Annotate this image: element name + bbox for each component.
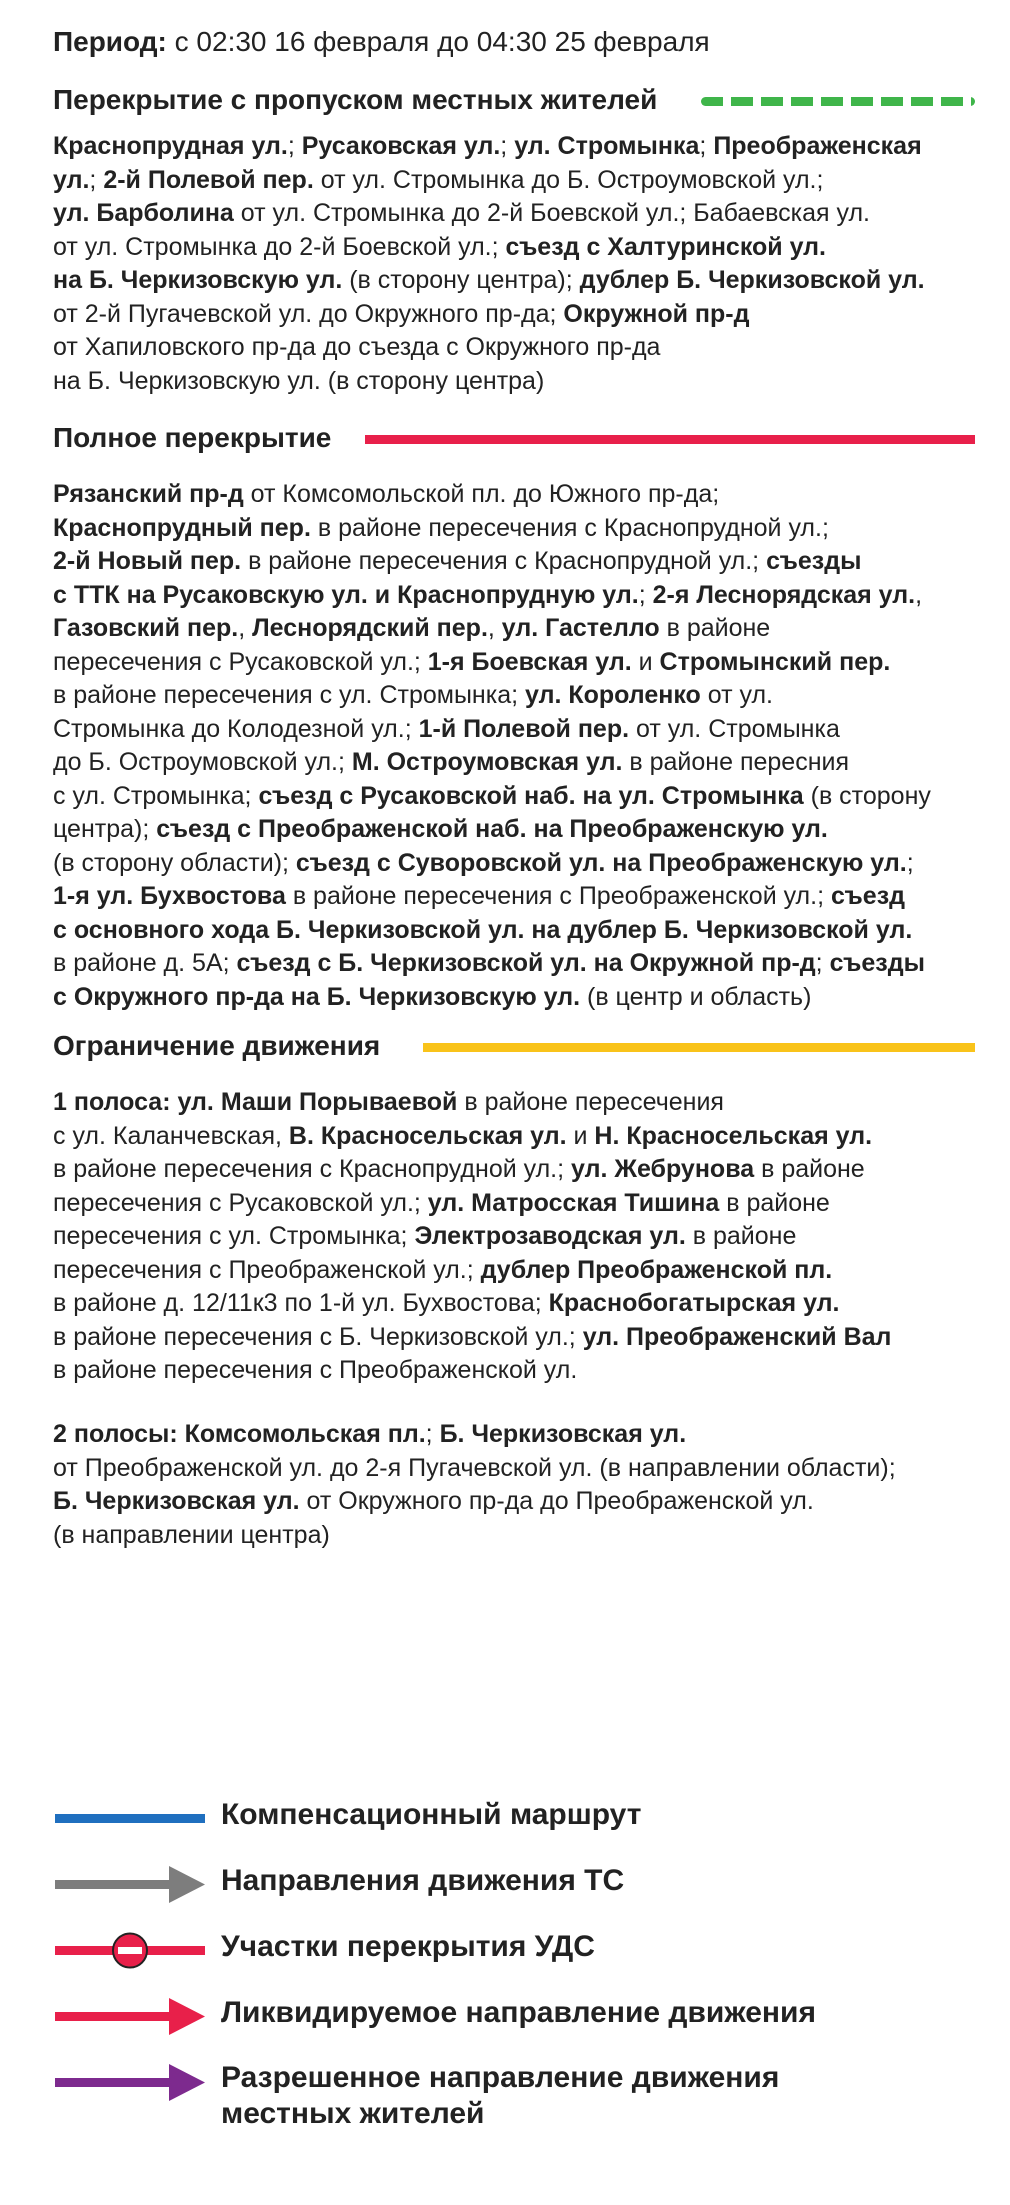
text-segment: (в сторону области); bbox=[53, 848, 296, 877]
section-restriction-title: Ограничение движения bbox=[53, 1030, 381, 1061]
bold-street-name: съезды bbox=[829, 949, 925, 977]
text-line bbox=[53, 1485, 983, 1519]
text-segment: , bbox=[487, 614, 502, 642]
bold-street-name: Краснобогатырская ул. bbox=[548, 1289, 840, 1317]
bold-street-name: съезд bbox=[830, 882, 905, 910]
text-line bbox=[53, 1354, 983, 1388]
bold-street-name: Русаковская ул. bbox=[301, 132, 501, 160]
yellow-line-icon bbox=[423, 1043, 975, 1052]
section-restriction-text-two-lanes bbox=[53, 1418, 983, 1552]
bold-street-name: Н. Красносельская ул. bbox=[594, 1121, 873, 1150]
bold-street-name: Краснопрудная ул. bbox=[53, 132, 288, 160]
text-line bbox=[53, 298, 983, 332]
text-line bbox=[53, 947, 983, 981]
bold-street-name: 2-я Леснорядская ул. bbox=[652, 580, 916, 609]
text-line bbox=[53, 847, 983, 881]
text-segment: ; bbox=[89, 165, 104, 194]
green-dashed-line-icon bbox=[701, 97, 975, 106]
text-line bbox=[53, 365, 983, 399]
text-segment: и bbox=[631, 647, 660, 676]
text-segment: от ул. Стромынка до Б. Остроумовской ул.; bbox=[313, 165, 824, 194]
text-segment: в районе bbox=[685, 1222, 797, 1250]
text-segment: (в сторону центра); bbox=[342, 266, 580, 294]
section-local-access-header bbox=[53, 80, 973, 120]
bold-street-name: В. Красносельская ул. bbox=[288, 1121, 567, 1150]
bold-street-name: Преображенская bbox=[713, 132, 922, 160]
legend-allowed-direction-label bbox=[221, 2060, 779, 2132]
bold-street-name: ул. Стромынка bbox=[514, 132, 700, 160]
bold-street-name: Б. Черкизовская ул. bbox=[53, 1487, 300, 1515]
text-segment: ; bbox=[906, 848, 914, 877]
legend-eliminated-direction-label: Ликвидируемое направление движения bbox=[221, 1996, 816, 2029]
bold-street-name: с основного хода Б. Черкизовской ул. на дублер Б. Черкизовской ул. bbox=[53, 915, 913, 944]
text-line bbox=[53, 164, 983, 198]
period-label: Период: bbox=[53, 26, 167, 57]
section-full-closure-header bbox=[53, 418, 973, 458]
text-segment: Стромынка до Колодезной ул.; bbox=[53, 714, 419, 743]
text-segment: пересечения с Преображенской ул.; bbox=[53, 1255, 481, 1284]
text-segment: от Преображенской ул. до 2-я Пугачевской ул. (в направлении области); bbox=[53, 1453, 896, 1482]
text-line bbox=[53, 612, 983, 646]
bold-street-name: 1-й Полевой пер. bbox=[418, 714, 630, 743]
text-segment: ; bbox=[287, 132, 302, 160]
purple-arrow-icon bbox=[53, 2060, 208, 2104]
legend-traffic-direction-label: Направления движения ТС bbox=[221, 1864, 625, 1897]
text-line bbox=[53, 1220, 983, 1254]
blue-line-icon bbox=[53, 1796, 208, 1840]
text-line bbox=[53, 1120, 983, 1154]
legend-compensation-label: Компенсационный маршрут bbox=[221, 1798, 642, 1831]
text-segment: от ул. Стромынка до 2-й Боевской ул.; Бабаевская ул. bbox=[233, 199, 871, 227]
text-line bbox=[53, 1519, 983, 1553]
bold-street-name: М. Остроумовская ул. bbox=[351, 748, 623, 776]
text-line bbox=[53, 331, 983, 365]
bold-street-name: ул. Преображенский Вал bbox=[582, 1322, 892, 1351]
legend-eliminated-direction bbox=[53, 1994, 983, 2038]
bold-street-name: 2-й Новый пер. bbox=[53, 547, 242, 575]
text-segment: в районе пересечения с Преображенской ул.; bbox=[285, 882, 831, 910]
no-entry-line-icon bbox=[53, 1928, 208, 1972]
text-segment: (в сторону bbox=[803, 781, 931, 810]
text-segment: в районе д. 12/11к3 по 1-й ул. Бухвостова; bbox=[53, 1289, 549, 1317]
legend-allowed-direction bbox=[53, 2060, 983, 2140]
section-local-access-text bbox=[53, 130, 983, 398]
text-segment: ; bbox=[815, 949, 830, 977]
text-line bbox=[53, 880, 983, 914]
legend-allowed-direction-line1: Разрешенное направление движения bbox=[221, 2061, 780, 2094]
text-segment: ; bbox=[500, 132, 515, 160]
text-segment: пересечения с Русаковской ул.; bbox=[53, 647, 428, 676]
text-segment: от Хапиловского пр-да до съезда с Окружного пр-да bbox=[53, 333, 661, 361]
section-full-closure-text bbox=[53, 478, 983, 1014]
text-segment: в районе пересечения с Преображенской ул. bbox=[53, 1356, 578, 1384]
text-line bbox=[53, 579, 983, 613]
text-segment: (в направлении центра) bbox=[53, 1520, 330, 1549]
text-segment: в районе пересечения bbox=[457, 1088, 724, 1116]
text-segment: от Окружного пр-да до Преображенской ул. bbox=[299, 1487, 814, 1515]
bold-street-name: съезд с Преображенской наб. на Преображенскую ул. bbox=[156, 815, 828, 843]
bold-street-name: съезд с Суворовской ул. на Преображенскую ул. bbox=[295, 848, 907, 877]
text-line bbox=[53, 545, 983, 579]
red-arrow-icon bbox=[53, 1994, 208, 2038]
bold-street-name: Б. Черкизовская ул. bbox=[439, 1420, 687, 1448]
text-segment: с ул. Каланчевская, bbox=[53, 1121, 289, 1150]
text-segment: , bbox=[915, 580, 923, 609]
legend-traffic-direction bbox=[53, 1862, 983, 1906]
section-restriction-text-one-lane bbox=[53, 1086, 983, 1388]
text-segment: ; bbox=[425, 1420, 440, 1448]
text-line bbox=[53, 264, 983, 298]
text-line bbox=[53, 231, 983, 265]
period-line bbox=[53, 22, 710, 62]
bold-street-name: Электрозаводская ул. bbox=[414, 1222, 686, 1250]
text-segment: от ул. Стромынка до 2-й Боевской ул.; bbox=[53, 232, 506, 261]
period-value: с 02:30 16 февраля до 04:30 25 февраля bbox=[166, 26, 710, 57]
text-segment: в районе д. 5А; bbox=[53, 949, 237, 977]
legend-closure-sections-label: Участки перекрытия УДС bbox=[221, 1930, 595, 1963]
bold-street-name: 1-я ул. Бухвостова bbox=[53, 882, 286, 910]
text-line bbox=[53, 512, 983, 546]
text-line bbox=[53, 478, 983, 512]
bold-street-name: 2-й Полевой пер. bbox=[103, 165, 314, 194]
text-segment: в районе bbox=[754, 1155, 865, 1183]
text-segment: в районе bbox=[719, 1188, 830, 1217]
bold-street-name: съезд с Б. Черкизовской ул. на Окружной пр-д bbox=[236, 949, 816, 977]
red-line-icon bbox=[365, 435, 975, 444]
bold-street-name: на Б. Черкизовскую ул. bbox=[53, 266, 343, 294]
text-segment: от Комсомольской пл. до Южного пр-да; bbox=[243, 480, 720, 508]
bold-street-name: дублер Б. Черкизовской ул. bbox=[579, 266, 925, 294]
legend-compensation-route bbox=[53, 1796, 983, 1840]
bold-street-name: Рязанский пр-д bbox=[53, 480, 244, 508]
bold-street-name: с Окружного пр-да на Б. Черкизовскую ул. bbox=[53, 982, 581, 1011]
bold-street-name: съезды bbox=[766, 547, 862, 575]
text-segment: в районе пересечения с Краснопрудной ул.; bbox=[53, 1155, 572, 1183]
bold-street-name: 2 полосы: Комсомольская пл. bbox=[53, 1420, 426, 1448]
text-segment: в районе пересечения с ул. Стромынка; bbox=[53, 681, 525, 709]
text-segment: с ул. Стромынка; bbox=[53, 781, 259, 810]
text-segment: пересечения с ул. Стромынка; bbox=[53, 1222, 415, 1250]
text-segment: в районе пересечения с Б. Черкизовской ул.; bbox=[53, 1322, 583, 1351]
text-segment: (в центр и область) bbox=[580, 982, 812, 1011]
text-segment: пересечения с Русаковской ул.; bbox=[53, 1188, 428, 1217]
bold-street-name: ул. bbox=[53, 165, 90, 194]
bold-street-name: Газовский пер. bbox=[53, 614, 239, 642]
text-line bbox=[53, 197, 983, 231]
text-segment: ; bbox=[638, 580, 653, 609]
bold-street-name: ул. Барболина bbox=[53, 199, 234, 227]
text-line bbox=[53, 646, 983, 680]
bold-street-name: 1-я Боевская ул. bbox=[427, 647, 632, 676]
text-line bbox=[53, 1452, 983, 1486]
text-segment: в районе bbox=[659, 614, 771, 642]
text-line bbox=[53, 713, 983, 747]
section-full-closure-title: Полное перекрытие bbox=[53, 422, 332, 453]
text-segment: от ул. Стромынка bbox=[629, 714, 840, 743]
bold-street-name: ул. Жебрунова bbox=[571, 1155, 755, 1183]
text-line bbox=[53, 1418, 983, 1452]
text-segment: до Б. Остроумовской ул.; bbox=[53, 748, 352, 776]
legend-allowed-direction-line2: местных жителей bbox=[221, 2097, 485, 2130]
bold-street-name: съезд с Халтуринской ул. bbox=[505, 232, 827, 261]
text-segment: на Б. Черкизовскую ул. (в сторону центра) bbox=[53, 366, 545, 395]
text-line bbox=[53, 914, 983, 948]
text-segment: ; bbox=[699, 132, 714, 160]
text-segment: в районе пересечения с Краснопрудной ул.; bbox=[241, 547, 767, 575]
bold-street-name: ул. Матросская Тишина bbox=[427, 1188, 720, 1217]
bold-street-name: Краснопрудный пер. bbox=[53, 513, 311, 542]
bold-street-name: дублер Преображенской пл. bbox=[480, 1255, 833, 1284]
text-line bbox=[53, 813, 983, 847]
bold-street-name: ул. Короленко bbox=[525, 681, 701, 709]
text-line bbox=[53, 1321, 983, 1355]
text-line bbox=[53, 981, 983, 1015]
text-line bbox=[53, 780, 983, 814]
text-segment: центра); bbox=[53, 815, 157, 843]
section-restriction-header bbox=[53, 1026, 973, 1066]
bold-street-name: ул. Гастелло bbox=[501, 614, 660, 642]
text-segment: в районе пересния bbox=[622, 748, 849, 776]
bold-street-name: Окружной пр-д bbox=[563, 299, 750, 328]
text-segment: в районе пересечения с Краснопрудной ул.; bbox=[310, 513, 829, 542]
text-segment: , bbox=[238, 614, 253, 642]
text-segment: от ул. bbox=[700, 681, 773, 709]
bold-street-name: съезд с Русаковской наб. на ул. Стромынка bbox=[258, 781, 804, 810]
text-line bbox=[53, 1153, 983, 1187]
text-line bbox=[53, 1287, 983, 1321]
bold-street-name: с ТТК на Русаковскую ул. и Краснопрудную ул. bbox=[53, 580, 639, 609]
legend-closure-sections bbox=[53, 1928, 983, 1972]
text-line bbox=[53, 679, 983, 713]
text-line bbox=[53, 1254, 983, 1288]
text-segment: и bbox=[566, 1121, 595, 1150]
gray-arrow-icon bbox=[53, 1862, 208, 1906]
text-line bbox=[53, 746, 983, 780]
bold-street-name: 1 полоса: ул. Маши Порываевой bbox=[53, 1088, 458, 1116]
text-segment: от 2-й Пугачевской ул. до Окружного пр-да; bbox=[53, 299, 564, 328]
text-line bbox=[53, 1086, 983, 1120]
bold-street-name: Стромынский пер. bbox=[659, 647, 891, 676]
text-line bbox=[53, 1187, 983, 1221]
bold-street-name: Леснорядский пер. bbox=[252, 614, 488, 642]
text-line bbox=[53, 130, 983, 164]
section-local-access-title: Перекрытие с пропуском местных жителей bbox=[53, 84, 658, 115]
